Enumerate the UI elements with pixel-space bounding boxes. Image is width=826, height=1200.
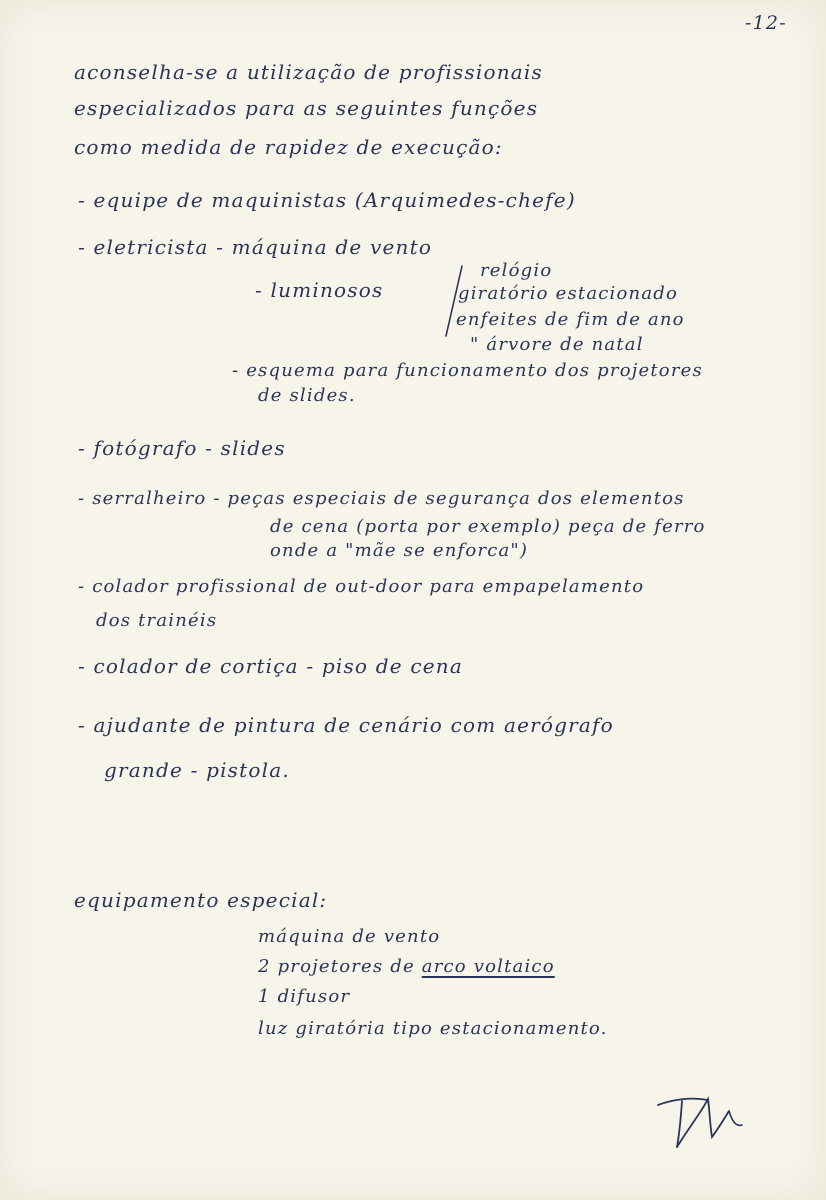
- item-luminosos-label: - luminosos: [255, 278, 384, 302]
- luminosos-item-2: giratório estacionado: [458, 283, 679, 304]
- intro-line-1: aconselha-se a utilização de profissionais: [74, 60, 543, 84]
- equipment-heading: equipamento especial:: [74, 888, 328, 912]
- luminosos-item-3: enfeites de fim de ano: [456, 309, 685, 330]
- item-esquema-line-1: - esquema para funcionamento dos projetores: [232, 360, 703, 381]
- item-maquinistas: - equipe de maquinistas (Arquimedes-chefe): [78, 188, 576, 212]
- equipment-item-2: [258, 958, 555, 976]
- equipment-item-2-underlined: arco voltaico: [421, 956, 555, 977]
- signature-icon: [652, 1085, 747, 1155]
- page-number: -12-: [745, 12, 787, 34]
- item-colador-line-1: - colador profissional de out-door para empapelamento: [78, 576, 645, 597]
- item-colador-line-2: dos trainéis: [96, 610, 218, 631]
- item-serralheiro-line-2: de cena (porta por exemplo) peça de ferro: [270, 516, 706, 537]
- item-serralheiro-line-3: onde a "mãe se enforca"): [270, 540, 529, 561]
- item-serralheiro-line-1: - serralheiro - peças especiais de segurança dos elementos: [78, 488, 685, 509]
- luminosos-item-4: " árvore de natal: [470, 334, 644, 355]
- luminosos-item-1: relógio: [480, 260, 553, 281]
- equipment-item-4: luz giratória tipo estacionamento.: [258, 1018, 608, 1039]
- item-fotografo: - fotógrafo - slides: [78, 436, 286, 460]
- item-ajudante-line-1: - ajudante de pintura de cenário com aerógrafo: [78, 713, 614, 737]
- intro-line-2: especializados para as seguintes funções: [74, 96, 539, 120]
- item-eletricista: - eletricista - máquina de vento: [78, 235, 433, 259]
- item-cortica: - colador de cortiça - piso de cena: [78, 654, 463, 678]
- equipment-item-2-prefix: 2 projetores de: [258, 956, 415, 977]
- equipment-item-1: máquina de vento: [258, 926, 441, 947]
- item-ajudante-line-2: grande - pistola.: [104, 758, 290, 782]
- equipment-item-3: 1 difusor: [258, 986, 351, 1007]
- intro-line-3: como medida de rapidez de execução:: [74, 135, 503, 159]
- item-esquema-line-2: de slides.: [258, 385, 356, 406]
